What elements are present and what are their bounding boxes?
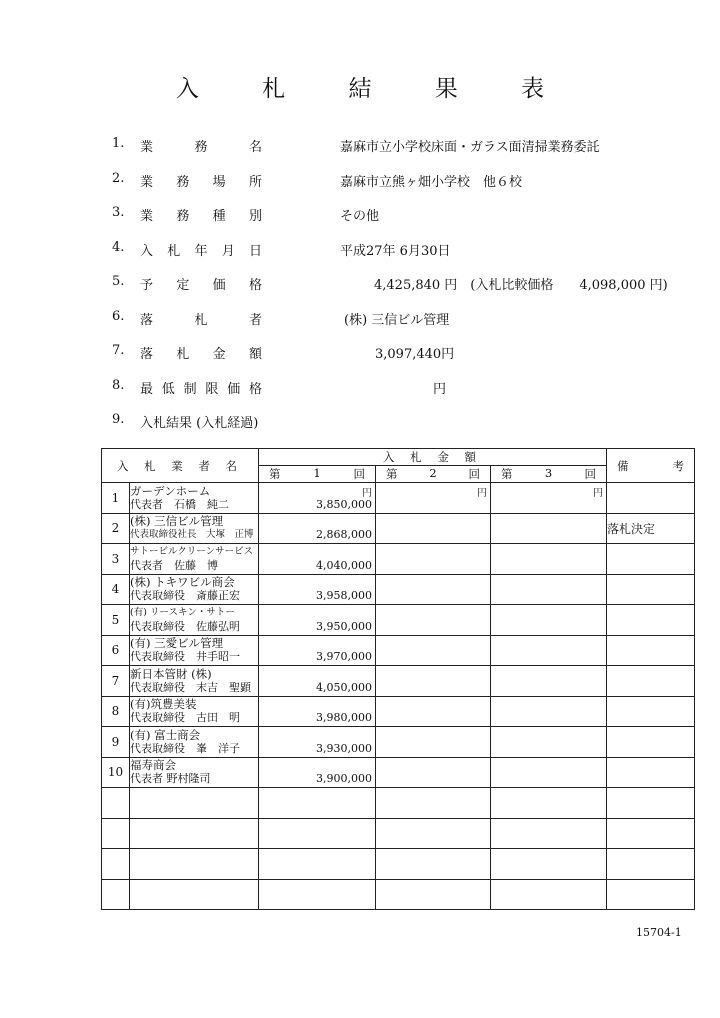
amount-round-3 bbox=[491, 788, 607, 819]
note-cell bbox=[607, 574, 695, 605]
bidder-company: ガーデンホーム bbox=[130, 483, 211, 498]
bidder-name-cell bbox=[130, 727, 259, 758]
bidder-name-cell bbox=[130, 605, 259, 636]
item-number: 6. bbox=[112, 308, 125, 324]
bid-amount: 4,050,000 bbox=[316, 680, 372, 694]
row-number: 8 bbox=[102, 696, 130, 727]
item-label-char: 額 bbox=[248, 347, 262, 362]
row-number: 4 bbox=[102, 574, 130, 605]
item-label bbox=[140, 309, 262, 328]
bid-amount: 3,970,000 bbox=[316, 650, 372, 663]
note-cell bbox=[607, 757, 695, 788]
item-label bbox=[140, 343, 262, 362]
item-label-char: 入 bbox=[140, 243, 154, 259]
note-cell bbox=[607, 696, 695, 727]
note-cell bbox=[607, 483, 695, 514]
yen-unit: 円 bbox=[477, 488, 487, 499]
bidder-company: 福寿商会 bbox=[130, 758, 176, 773]
item-row bbox=[112, 412, 712, 447]
item-row bbox=[112, 309, 712, 344]
item-label-char: 所 bbox=[248, 174, 262, 190]
bid-amount: 3,930,000 bbox=[316, 741, 372, 755]
amount-round-1 bbox=[259, 727, 376, 758]
item-value: 3,097,440円 bbox=[375, 347, 455, 362]
amount-round-2 bbox=[376, 666, 491, 697]
amount-round-3 bbox=[491, 635, 607, 666]
amount-round-2 bbox=[376, 574, 491, 605]
table-row bbox=[102, 483, 695, 514]
item-label-char: 落 bbox=[140, 347, 154, 362]
item-label-char: 年 bbox=[194, 243, 208, 259]
item-value: 嘉麻市立熊ヶ畑小学校 他６校 bbox=[340, 174, 523, 190]
bidder-company: (株) 三信ビル管理 bbox=[130, 514, 224, 529]
bid-amount: 3,958,000 bbox=[316, 589, 372, 602]
bidder-name-cell bbox=[130, 483, 259, 514]
table-row bbox=[102, 544, 695, 575]
bid-amount: 3,980,000 bbox=[316, 711, 372, 724]
item-label-char: 限 bbox=[205, 381, 219, 397]
amount-round-1 bbox=[259, 696, 376, 727]
item-row bbox=[112, 171, 712, 206]
amount-round-1 bbox=[259, 666, 376, 697]
amount-round-1 bbox=[259, 605, 376, 636]
bidder-representative: 代表取締役 井手昭一 bbox=[130, 650, 240, 664]
bidder-representative: 代表取締役 佐藤弘明 bbox=[130, 619, 240, 633]
item-label-char: 務 bbox=[176, 209, 190, 224]
amount-round-1 bbox=[259, 757, 376, 788]
item-label-char: 価 bbox=[212, 278, 226, 293]
bidder-name-cell bbox=[130, 849, 259, 880]
table-row bbox=[102, 788, 695, 819]
header-bidder: 入 札 業 者 名 bbox=[102, 449, 259, 483]
item-label-char: 業 bbox=[140, 209, 154, 224]
item-number: 3. bbox=[112, 205, 125, 220]
table-row bbox=[102, 727, 695, 758]
amount-round-1 bbox=[259, 818, 376, 849]
header-note: 備 考 bbox=[607, 449, 695, 483]
bidder-name-cell bbox=[130, 788, 259, 819]
amount-round-1 bbox=[259, 574, 376, 605]
item-list bbox=[112, 136, 712, 447]
item-label-char: 札 bbox=[167, 243, 181, 259]
table-row bbox=[102, 879, 695, 910]
item-row bbox=[112, 240, 712, 275]
item-number: 5. bbox=[112, 274, 125, 289]
amount-round-1 bbox=[259, 544, 376, 575]
table-row bbox=[102, 666, 695, 697]
item-label-char: 名 bbox=[248, 140, 262, 155]
bidder-name-cell bbox=[130, 513, 259, 544]
table-row bbox=[102, 757, 695, 788]
item-label-char: 最 bbox=[140, 381, 154, 397]
bidder-company: サトービルクリーンサービス bbox=[130, 545, 254, 557]
amount-round-1 bbox=[259, 513, 376, 544]
table-row bbox=[102, 574, 695, 605]
amount-round-3 bbox=[491, 818, 607, 849]
bidder-representative: 代表者 佐藤 博 bbox=[130, 558, 218, 572]
item-label-char: 日 bbox=[248, 243, 262, 259]
item-number: 4. bbox=[112, 239, 125, 255]
amount-round-1 bbox=[259, 483, 376, 514]
bid-amount: 3,850,000 bbox=[316, 497, 372, 511]
note-cell: 落札決定 bbox=[607, 513, 695, 544]
amount-round-1 bbox=[259, 788, 376, 819]
bid-amount: 4,040,000 bbox=[316, 558, 372, 572]
amount-round-3 bbox=[491, 544, 607, 575]
bidder-representative: 代表取締役 斎藤正宏 bbox=[130, 589, 240, 603]
note-cell bbox=[607, 818, 695, 849]
item-label bbox=[140, 136, 262, 155]
bidder-representative: 代表取締役 末吉 聖顕 bbox=[130, 680, 251, 694]
item-label-char: 場 bbox=[212, 174, 226, 190]
note-cell bbox=[607, 605, 695, 636]
amount-round-2 bbox=[376, 513, 491, 544]
row-number: 7 bbox=[102, 666, 130, 697]
item-row bbox=[112, 136, 712, 171]
row-number bbox=[102, 849, 130, 880]
note-cell bbox=[607, 635, 695, 666]
note-cell bbox=[607, 849, 695, 880]
row-number bbox=[102, 818, 130, 849]
table-row bbox=[102, 849, 695, 880]
amount-round-3 bbox=[491, 727, 607, 758]
item-label-char: 価 bbox=[227, 381, 241, 397]
bidder-company: (株) トキワビル商会 bbox=[130, 575, 235, 590]
bidder-name-cell bbox=[130, 544, 259, 575]
bidder-name-cell bbox=[130, 757, 259, 788]
item-label-char: 業 bbox=[140, 174, 154, 190]
item-number: 7. bbox=[112, 343, 125, 358]
amount-round-1 bbox=[259, 849, 376, 880]
note-cell bbox=[607, 727, 695, 758]
item-label bbox=[140, 378, 262, 397]
amount-round-3 bbox=[491, 696, 607, 727]
item-value: 円 bbox=[433, 381, 447, 397]
amount-round-2 bbox=[376, 605, 491, 636]
yen-unit: 円 bbox=[362, 488, 372, 499]
bidder-company: (有) 富士商会 bbox=[130, 727, 201, 742]
item-label-char: 落 bbox=[140, 312, 154, 328]
amount-round-3 bbox=[491, 605, 607, 636]
item-label-char: 務 bbox=[176, 174, 190, 190]
row-number bbox=[102, 879, 130, 910]
item-value: 平成27年 6月30日 bbox=[340, 243, 451, 259]
item-label-char: 務 bbox=[194, 140, 208, 155]
bidder-representative: 代表取締役 古田 明 bbox=[130, 711, 240, 725]
item-number: 9. bbox=[112, 412, 125, 427]
amount-round-3 bbox=[491, 757, 607, 788]
bidder-representative: 代表取締役社長 大塚 正博 bbox=[130, 529, 254, 541]
yen-unit: 円 bbox=[593, 488, 603, 499]
header-round-1: 第 1 回 bbox=[259, 466, 376, 483]
amount-round-1 bbox=[259, 635, 376, 666]
item-value: その他 bbox=[340, 209, 380, 224]
row-number: 9 bbox=[102, 727, 130, 758]
row-number: 6 bbox=[102, 635, 130, 666]
bidder-representative: 代表取締役 峯 洋子 bbox=[130, 741, 240, 755]
item-label-char: 者 bbox=[248, 312, 262, 328]
table-row bbox=[102, 818, 695, 849]
bid-amount: 2,868,000 bbox=[316, 528, 372, 541]
row-number: 2 bbox=[102, 513, 130, 544]
bidder-name-cell bbox=[130, 666, 259, 697]
item-label-char: 種 bbox=[212, 209, 226, 224]
item-row bbox=[112, 343, 712, 378]
bidder-name-cell bbox=[130, 574, 259, 605]
table-row bbox=[102, 513, 695, 544]
item-value: (株) 三信ビル管理 bbox=[344, 312, 450, 328]
amount-round-2 bbox=[376, 788, 491, 819]
amount-round-2 bbox=[376, 483, 491, 514]
amount-round-3 bbox=[491, 666, 607, 697]
bidder-name-cell bbox=[130, 818, 259, 849]
amount-round-2 bbox=[376, 696, 491, 727]
row-number: 1 bbox=[102, 483, 130, 514]
item-number: 2. bbox=[112, 170, 125, 186]
item-label-char: 別 bbox=[248, 209, 262, 224]
item-label-char: 低 bbox=[161, 381, 175, 397]
amount-round-2 bbox=[376, 879, 491, 910]
item-value: 4,425,840 円 (入札比較価格 4,098,000 円) bbox=[374, 278, 668, 293]
item-number: 1. bbox=[112, 136, 125, 151]
item-label-char: 格 bbox=[248, 278, 262, 293]
item-row bbox=[112, 378, 712, 413]
amount-round-3 bbox=[491, 849, 607, 880]
item-row bbox=[112, 205, 712, 240]
header-round-2: 第 2 回 bbox=[376, 466, 491, 483]
item-label-char: 定 bbox=[176, 278, 190, 293]
note-cell bbox=[607, 666, 695, 697]
item-label-char: 業 bbox=[140, 140, 154, 155]
item-label-char: 制 bbox=[183, 381, 197, 397]
row-number: 10 bbox=[102, 757, 130, 788]
item-label-char: 札 bbox=[176, 347, 190, 362]
bidder-name-cell bbox=[130, 635, 259, 666]
row-number bbox=[102, 788, 130, 819]
amount-round-2 bbox=[376, 757, 491, 788]
header-amount: 入 札 金 額 bbox=[259, 449, 607, 466]
amount-round-2 bbox=[376, 727, 491, 758]
item-label-char: 月 bbox=[221, 243, 235, 259]
table-row bbox=[102, 635, 695, 666]
item-label-char: 札 bbox=[194, 312, 208, 328]
amount-round-2 bbox=[376, 849, 491, 880]
bidder-company: (有) リースキン・サトー bbox=[130, 606, 235, 618]
bidder-company: (有)筑豊美装 bbox=[130, 697, 197, 712]
bidder-company: 新日本管財 (株) bbox=[130, 666, 212, 681]
bidder-company: (有) 三愛ビル管理 bbox=[130, 636, 224, 651]
header-round-3: 第 3 回 bbox=[491, 466, 607, 483]
amount-round-2 bbox=[376, 818, 491, 849]
item-label: 入札結果 (入札経過) bbox=[140, 416, 259, 431]
table-row bbox=[102, 605, 695, 636]
item-label bbox=[140, 274, 262, 293]
bidder-name-cell bbox=[130, 879, 259, 910]
bidder-representative: 代表者 野村隆司 bbox=[130, 772, 211, 786]
amount-round-3 bbox=[491, 513, 607, 544]
table-row bbox=[102, 696, 695, 727]
item-number: 8. bbox=[112, 377, 125, 393]
note-cell bbox=[607, 544, 695, 575]
document-code: 15704-1 bbox=[636, 926, 682, 939]
amount-round-3 bbox=[491, 483, 607, 514]
item-label bbox=[140, 171, 262, 190]
note-cell bbox=[607, 879, 695, 910]
bidder-representative: 代表者 石橋 純二 bbox=[130, 497, 229, 511]
amount-round-3 bbox=[491, 879, 607, 910]
item-value: 嘉麻市立小学校床面・ガラス面清掃業務委託 bbox=[340, 140, 600, 155]
bid-amount: 3,950,000 bbox=[316, 619, 372, 633]
bid-result-table bbox=[101, 448, 695, 910]
item-row bbox=[112, 274, 712, 309]
row-number: 3 bbox=[102, 544, 130, 575]
amount-round-2 bbox=[376, 544, 491, 575]
note-cell bbox=[607, 788, 695, 819]
item-label bbox=[140, 205, 262, 224]
item-label-char: 予 bbox=[140, 278, 154, 293]
amount-round-2 bbox=[376, 635, 491, 666]
bidder-name-cell bbox=[130, 696, 259, 727]
row-number: 5 bbox=[102, 605, 130, 636]
amount-round-3 bbox=[491, 574, 607, 605]
bid-amount: 3,900,000 bbox=[316, 772, 372, 785]
item-label-char: 金 bbox=[212, 347, 226, 362]
item-label bbox=[140, 240, 262, 259]
page-title: 入 札 結 果 表 bbox=[175, 76, 573, 102]
amount-round-1 bbox=[259, 879, 376, 910]
item-label-char: 格 bbox=[248, 381, 262, 397]
